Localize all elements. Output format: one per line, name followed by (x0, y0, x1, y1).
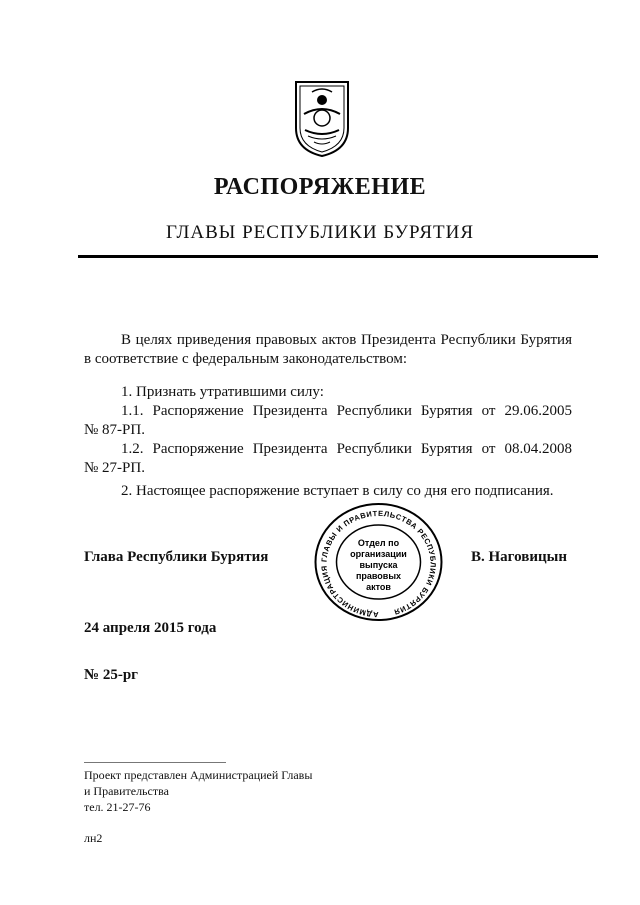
item-1-2-line-1: 1.2. Распоряжение Президента Республики Бурятия от 08.04.2008 (121, 441, 572, 457)
footer-note-line-1: Проект представлен Администрацией Главы (84, 768, 313, 782)
signer-name: В. Наговицын (471, 549, 567, 565)
official-stamp (312, 500, 445, 624)
stamp-inner-line-2: организации (350, 549, 407, 559)
stamp-inner-line-5: актов (366, 582, 391, 592)
footer-divider (84, 762, 226, 763)
document-date: 24 апреля 2015 года (84, 620, 217, 636)
item-1-2-line-2: № 27-РП. (84, 460, 145, 476)
intro-paragraph-line-1: В целях приведения правовых актов Президента Республики Бурятия (121, 332, 572, 348)
header-divider (78, 255, 598, 258)
stamp-inner-line-4: правовых (355, 571, 402, 581)
document-subtitle: ГЛАВЫ РЕСПУБЛИКИ БУРЯТИЯ (165, 222, 475, 243)
footer-phone: тел. 21-27-76 (84, 800, 151, 814)
item-2: 2. Настоящее распоряжение вступает в силу со дня его подписания. (121, 483, 554, 499)
coat-of-arms-emblem (292, 78, 352, 158)
document-title: РАСПОРЯЖЕНИЕ (213, 174, 427, 200)
stamp-outer-text: АДМИНИСТРАЦИЯ ГЛАВЫ И ПРАВИТЕЛЬСТВА РЕСПУБЛИКИ БУРЯТИЯ (319, 508, 438, 620)
item-1-1-line-2: № 87-РП. (84, 422, 145, 438)
stamp-inner-line-3: выпуска (359, 560, 398, 570)
footer-note-line-2: и Правительства (84, 784, 169, 798)
item-1: 1. Признать утратившими силу: (121, 384, 324, 400)
stamp-inner-line-1: Отдел по (357, 538, 400, 548)
footer-code: лн2 (84, 831, 103, 845)
item-1-1-line-1: 1.1. Распоряжение Президента Республики Бурятия от 29.06.2005 (121, 403, 572, 419)
signer-position: Глава Республики Бурятия (84, 549, 269, 565)
intro-paragraph-line-2: в соответствие с федеральным законодательством: (84, 351, 408, 367)
document-number: № 25-рг (84, 667, 138, 683)
